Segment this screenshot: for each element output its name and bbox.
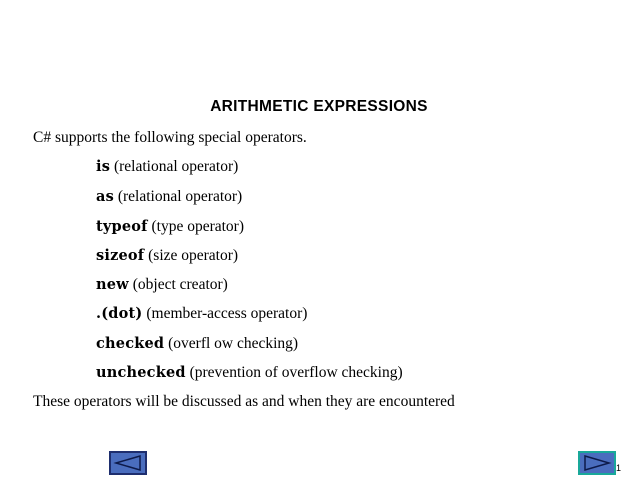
operator-item-dot [96, 305, 307, 323]
operator-keyword: unchecked [96, 364, 186, 381]
operator-item-sizeof [96, 247, 238, 265]
operator-keyword: .(dot) [96, 305, 143, 322]
operator-description: (member-access operator) [146, 305, 308, 322]
operator-keyword: as [96, 188, 114, 205]
operator-description: (overfl ow checking) [168, 335, 299, 352]
operator-item-new [96, 276, 228, 294]
operator-description: (prevention of overflow checking) [189, 364, 403, 381]
operator-description: (size operator) [148, 247, 239, 264]
operator-item-typeof [96, 218, 244, 236]
slide-title: ARITHMETIC EXPRESSIONS [210, 98, 428, 115]
operator-keyword: typeof [96, 218, 148, 235]
left-arrow-icon [111, 453, 145, 473]
operator-description: (object creator) [132, 276, 228, 293]
operator-keyword: sizeof [96, 247, 145, 264]
outro-text: These operators will be discussed as and when they are encountered [33, 393, 455, 410]
operator-keyword: is [96, 158, 111, 175]
right-arrow-icon [580, 453, 614, 473]
intro-text: C# supports the following special operators. [33, 129, 307, 146]
operator-item-checked [96, 335, 298, 353]
operator-description: (type operator) [151, 218, 245, 235]
operator-item-unchecked [96, 364, 403, 382]
operator-item-as [96, 188, 242, 206]
operator-description: (relational operator) [117, 188, 243, 205]
operator-keyword: checked [96, 335, 165, 352]
page-number: 1 [616, 463, 622, 473]
next-slide-button[interactable] [578, 451, 616, 475]
operator-description: (relational operator) [113, 158, 239, 175]
operator-keyword: new [96, 276, 129, 293]
operator-item-is [96, 158, 238, 176]
previous-slide-button[interactable] [109, 451, 147, 475]
